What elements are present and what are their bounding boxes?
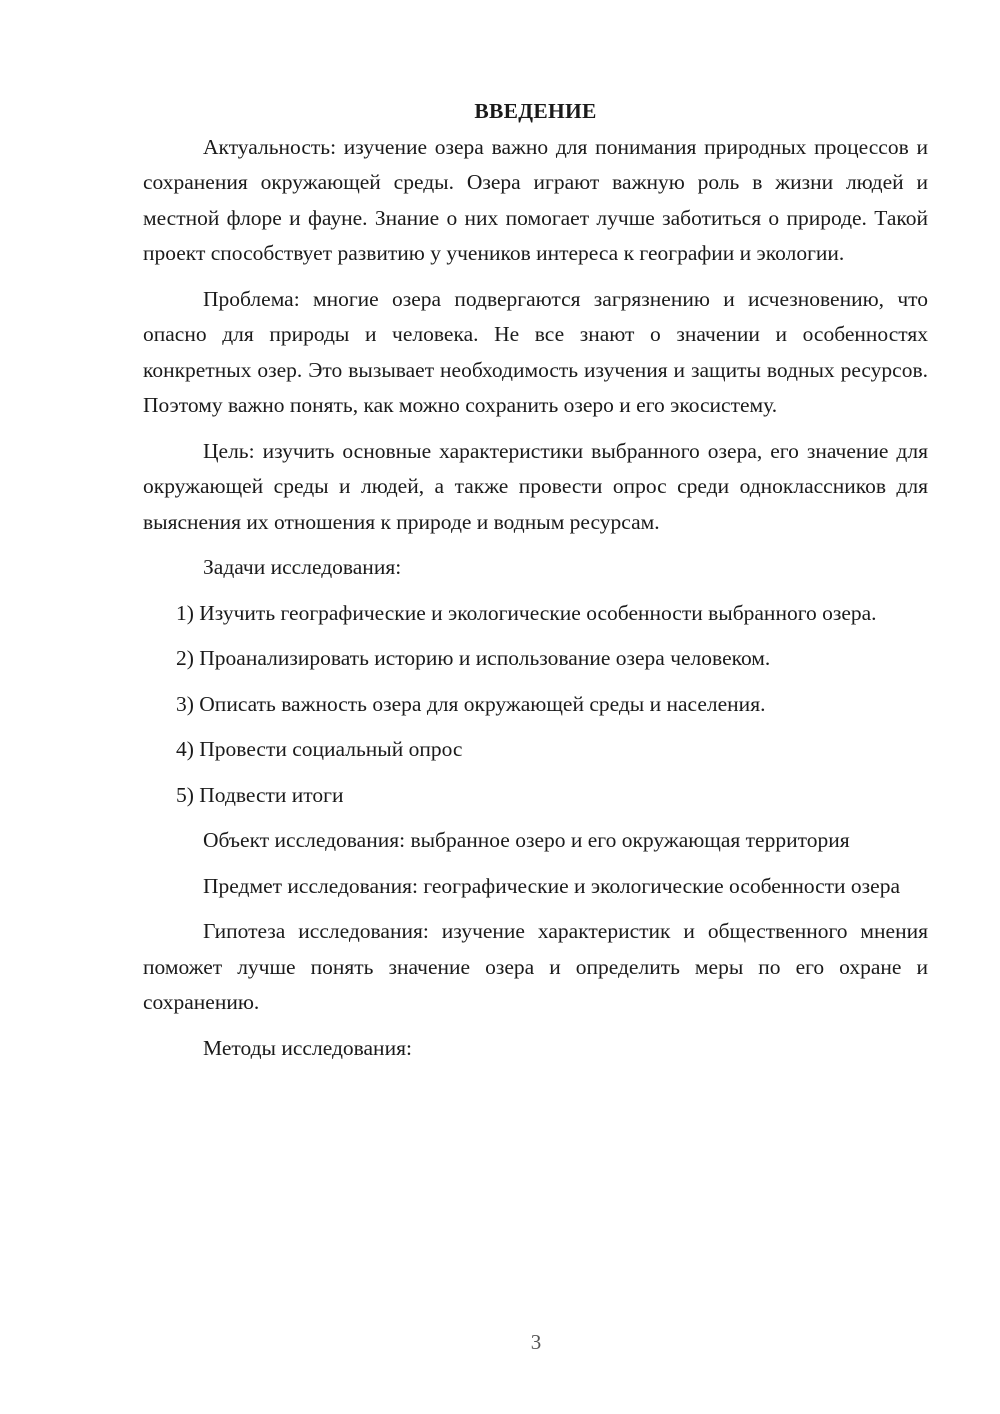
task-item-4: 4) Провести социальный опрос (176, 737, 463, 761)
task-item-1: 1) Изучить географические и экологические особенности выбранного озера. (176, 600, 877, 625)
subject-paragraph: Предмет исследования: географические и экологические особенности озера (203, 873, 901, 898)
section-title: ВВЕДЕНИЕ (474, 99, 597, 123)
tasks-heading: Задачи исследования: (203, 555, 402, 579)
document-page (143, 94, 928, 1076)
methods-heading: Методы исследования: (203, 1035, 412, 1060)
goal-paragraph: Цель: изучить основные характеристики выбранного озера, его значение для окружающей среды и людей, а также провести опрос среди одноклассников для выяснения их отношения к природе и водным ресурсам. (143, 438, 928, 534)
hypothesis-paragraph: Гипотеза исследования: изучение характеристик и общественного мнения поможет лучше понять значение озера и определить меры по его охране и сохранению. (143, 919, 928, 1014)
page-number: 3 (530, 1330, 542, 1354)
problem-paragraph: Проблема: многие озера подвергаются загрязнению и исчезновению, что опасно для природы и человека. Не все знают о значении и особенностях конкретных озер. Это вызывает необходимость изучения и защиты водных ресурсов. Поэтому важно понять, как можно сохранить озеро и его экосистему. (143, 286, 928, 417)
object-paragraph: Объект исследования: выбранное озеро и его окружающая территория (203, 828, 850, 852)
task-item-3: 3) Описать важность озера для окружающей среды и населения. (176, 691, 766, 716)
task-item-5: 5) Подвести итоги (176, 782, 344, 807)
relevance-paragraph: Актуальность: изучение озера важно для понимания природных процессов и сохранения окружающей среды. Озера играют важную роль в жизни людей и местной флоре и фауне. Знание о них помогает лучше заботиться о природе. Такой проект способствует развитию у учеников интереса к географии и экологии. (143, 134, 928, 265)
task-item-2: 2) Проанализировать историю и использование озера человеком. (176, 646, 771, 670)
